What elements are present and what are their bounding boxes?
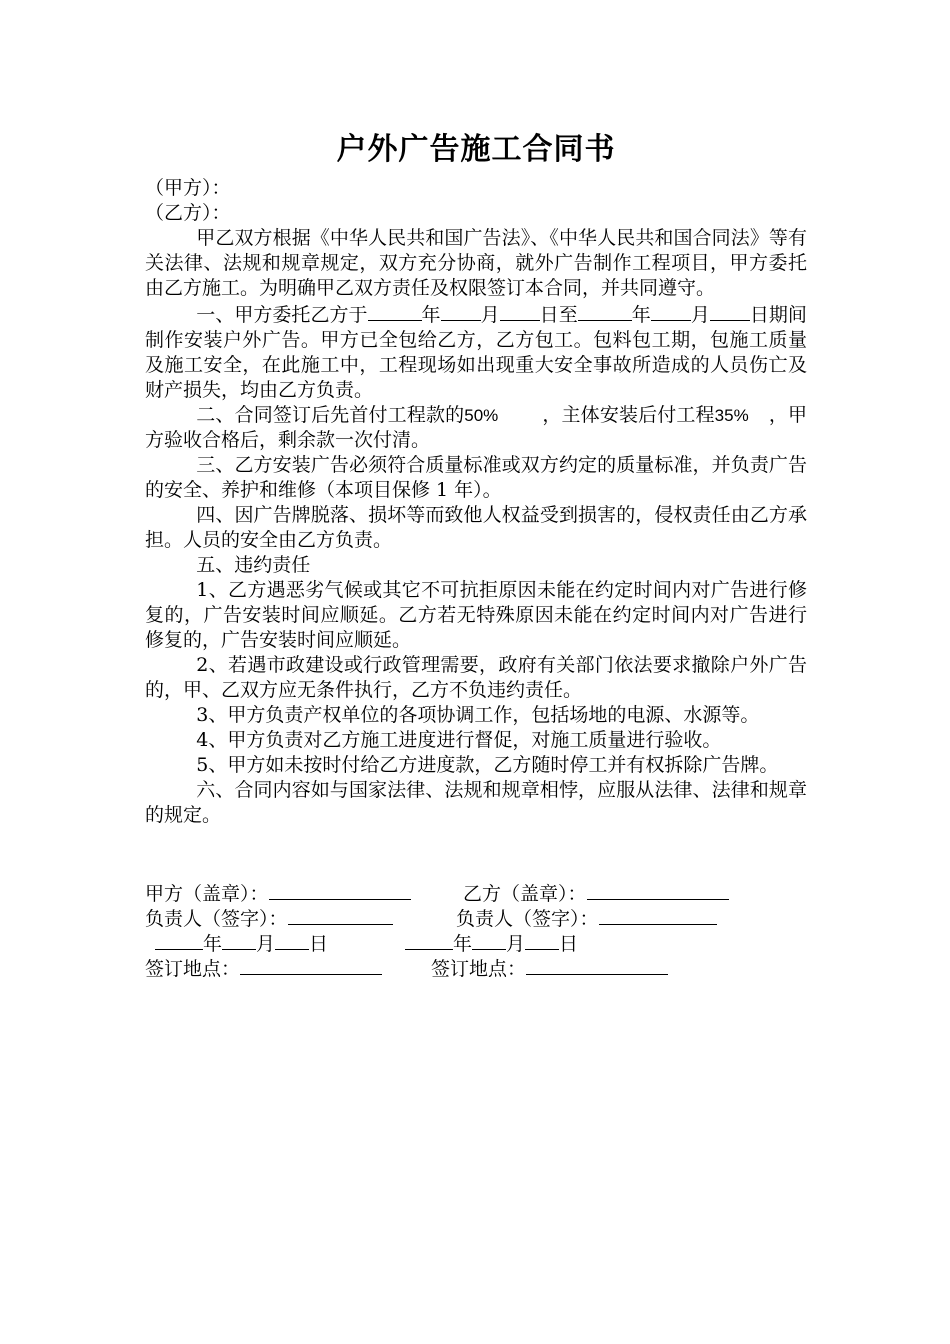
contract-page: [145, 130, 807, 980]
place-row: [145, 955, 807, 980]
date-b: [405, 930, 578, 957]
signer-row: [145, 905, 807, 930]
person-b-blank: [599, 905, 717, 925]
clause-1-rest: 日期间制作安装户外广告。甲方已全包给乙方，乙方包工。包料包工期，包施工质量及施工安全，在此施工中，工程现场如出现重大安全事故所造成的人员伤亡及财产损失，均由乙方负责。: [145, 304, 807, 401]
clause-2-first-payment-pct: 50%: [464, 406, 499, 425]
party-b-seal-blank: [587, 880, 729, 900]
date-b-month: 月: [506, 933, 526, 955]
party-b-seal: [463, 880, 729, 907]
date-a-day-blank: [275, 930, 309, 950]
party-b-seal-label: 乙方（盖章）：: [463, 883, 587, 905]
clause-1: [145, 301, 807, 403]
date-row: [145, 930, 807, 955]
blank-end-day: [710, 301, 750, 321]
clause-5-item-2: 2、若遇市政建设或行政管理需要，政府有关部门依法要求撤除户外广告的，甲、乙双方应无条件执行，乙方不负违约责任。: [145, 654, 807, 701]
blank-start-day: [500, 301, 540, 321]
clause-5-title: 五、违约责任: [196, 554, 311, 576]
clause-2-rest: ，甲方验收合格后，剩余款一次付清。: [145, 404, 807, 451]
party-a-label: （甲方）：: [145, 177, 231, 199]
person-b-label: 负责人（签字）：: [456, 908, 599, 930]
date-a-month: 月: [256, 933, 276, 955]
place-a-label: 签订地点：: [145, 958, 241, 980]
clause-5-item-4: 4、甲方负责对乙方施工进度进行督促，对施工质量进行验收。: [196, 729, 722, 751]
date-b-year-blank: [405, 930, 453, 950]
blank-end-month: [651, 301, 691, 321]
blank-end-year: [578, 301, 632, 321]
clause-1-prefix: 一、甲方委托乙方于: [196, 304, 368, 326]
date-b-month-blank: [472, 930, 506, 950]
date-a-year-blank: [155, 930, 203, 950]
clause-1-month: 月: [480, 304, 500, 326]
date-b-day-blank: [525, 930, 559, 950]
document-title: 户外广告施工合同书: [336, 132, 616, 167]
clause-5-item-1: 1、乙方遇恶劣气候或其它不可抗拒原因未能在约定时间内对广告进行修复的，广告安装时间应顺延。乙方若无特殊原因未能在约定时间内对广告进行修复的，广告安装时间应顺延。: [145, 579, 807, 651]
signature-block: [145, 880, 807, 980]
intro-paragraph: 甲乙双方根据《中华人民共和国广告法》、《中华人民共和国合同法》等有关法律、法规和规章规定，双方充分协商，就外广告制作工程项目，甲方委托由乙方施工。为明确甲乙双方责任及权限签订本合同，并共同遵守。: [145, 227, 807, 299]
clause-1-month2: 月: [690, 304, 710, 326]
date-a-year: 年: [203, 933, 223, 955]
date-a-day: 日: [309, 933, 329, 955]
person-a-label: 负责人（签字）：: [145, 908, 288, 930]
clause-2-prefix: 二、合同签订后先首付工程款的: [196, 404, 465, 426]
blank-start-year: [368, 301, 422, 321]
date-b-day: 日: [559, 933, 579, 955]
clause-5-item-5: 5、甲方如未按时付给乙方进度款，乙方随时停工并有权拆除广告牌。: [196, 754, 779, 776]
date-b-year: 年: [453, 933, 473, 955]
clause-1-year2: 年: [631, 304, 651, 326]
clause-1-day-to: 日至: [539, 304, 578, 326]
party-b-label: （乙方）：: [145, 202, 231, 224]
seal-row: [145, 880, 807, 905]
place-b: [431, 955, 668, 982]
place-b-blank: [526, 955, 668, 975]
person-b: [456, 905, 717, 932]
clause-1-year: 年: [421, 304, 441, 326]
party-a-seal-label: 甲方（盖章）：: [145, 883, 269, 905]
clause-2-mid: ，主体安装后付工程: [542, 404, 715, 426]
clause-2-second-payment-pct: 35%: [714, 406, 749, 425]
place-b-label: 签订地点：: [431, 958, 527, 980]
place-a-blank: [240, 955, 382, 975]
clause-2: [145, 403, 807, 453]
clause-5-item-3: 3、甲方负责产权单位的各项协调工作，包括场地的电源、水源等。: [196, 704, 760, 726]
person-a-blank: [288, 905, 393, 925]
clause-3: 三、乙方安装广告必须符合质量标准或双方约定的质量标准，并负责广告的安全、养护和维修（本项目保修 1 年）。: [145, 454, 807, 501]
blank-start-month: [441, 301, 481, 321]
clause-4: 四、因广告牌脱落、损坏等而致他人权益受到损害的，侵权责任由乙方承担。人员的安全由乙方负责。: [145, 504, 807, 551]
clause-6: 六、合同内容如与国家法律、法规和规章相悖，应服从法律、法律和规章的规定。: [145, 779, 807, 826]
date-a-month-blank: [222, 930, 256, 950]
party-a-seal-blank: [269, 880, 411, 900]
